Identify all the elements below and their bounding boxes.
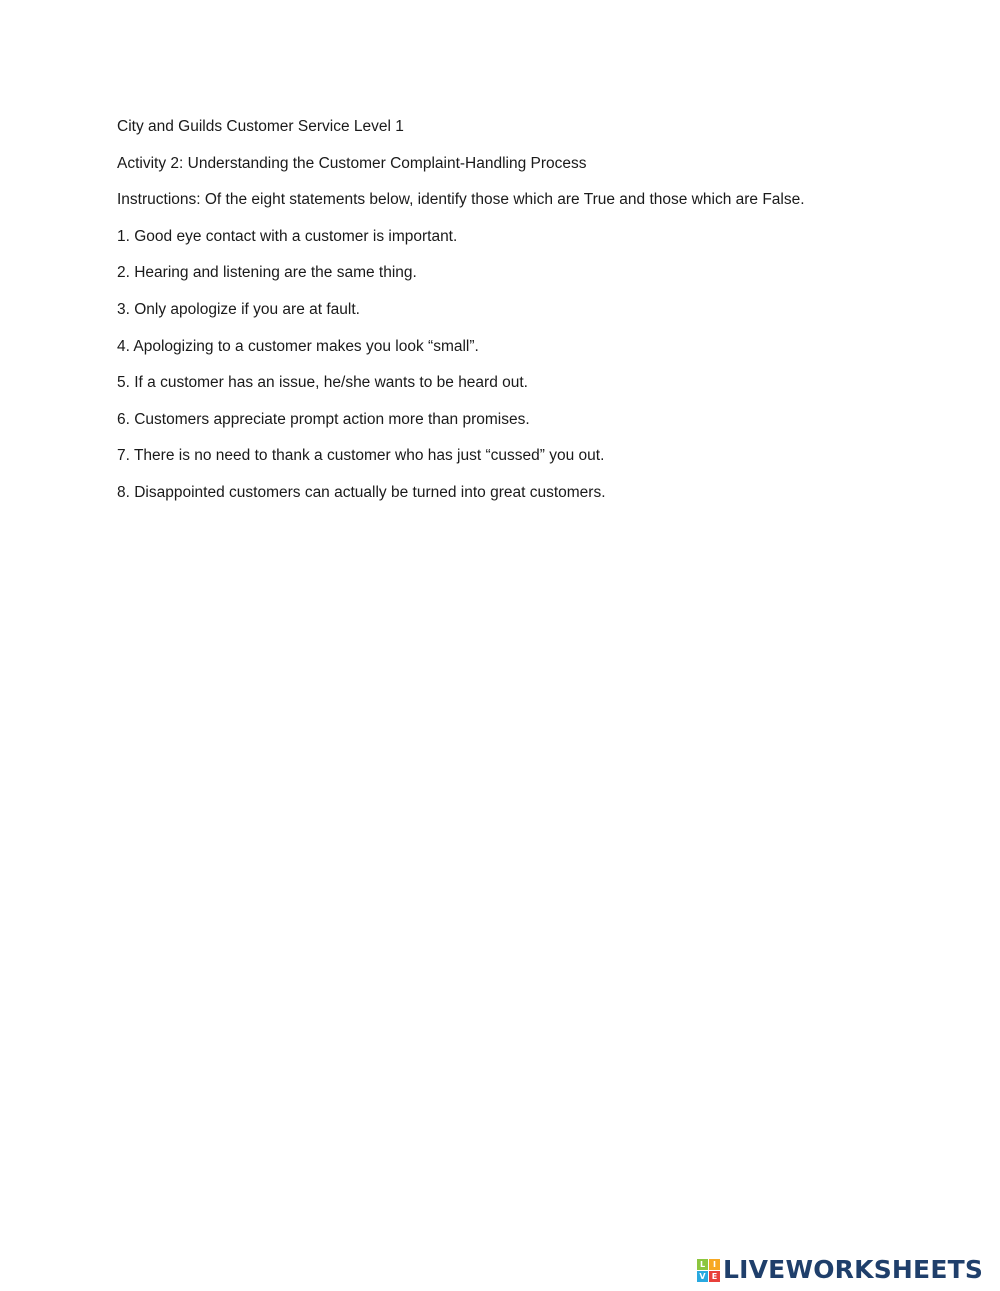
liveworksheets-logo [697,1257,983,1283]
logo-wordmark: LIVEWORKSHEETS [723,1255,984,1284]
statement-7: 7. There is no need to thank a customer who has just “cussed” you out. [117,447,605,465]
logo-block-v: V [697,1271,708,1282]
activity-title: Activity 2: Understanding the Customer Complaint-Handling Process [117,154,587,172]
statement-8: 8. Disappointed customers can actually be turned into great customers. [117,483,606,501]
logo-block-e: E [709,1271,720,1282]
document-body [117,116,957,519]
statement-1: 1. Good eye contact with a customer is important. [117,227,458,245]
logo-block-l: L [697,1259,708,1270]
course-title: City and Guilds Customer Service Level 1 [117,118,404,135]
logo-color-blocks-icon [697,1259,720,1282]
logo-block-i: I [709,1259,720,1270]
statement-2: 2. Hearing and listening are the same thing. [117,264,417,282]
statement-5: 5. If a customer has an issue, he/she wants to be heard out. [117,374,528,392]
statement-3: 3. Only apologize if you are at fault. [117,300,360,318]
statement-6: 6. Customers appreciate prompt action more than promises. [117,410,530,428]
statement-4: 4. Apologizing to a customer makes you look “small”. [117,337,479,355]
instructions-text: Instructions: Of the eight statements below, identify those which are True and those which are False. [117,191,805,209]
